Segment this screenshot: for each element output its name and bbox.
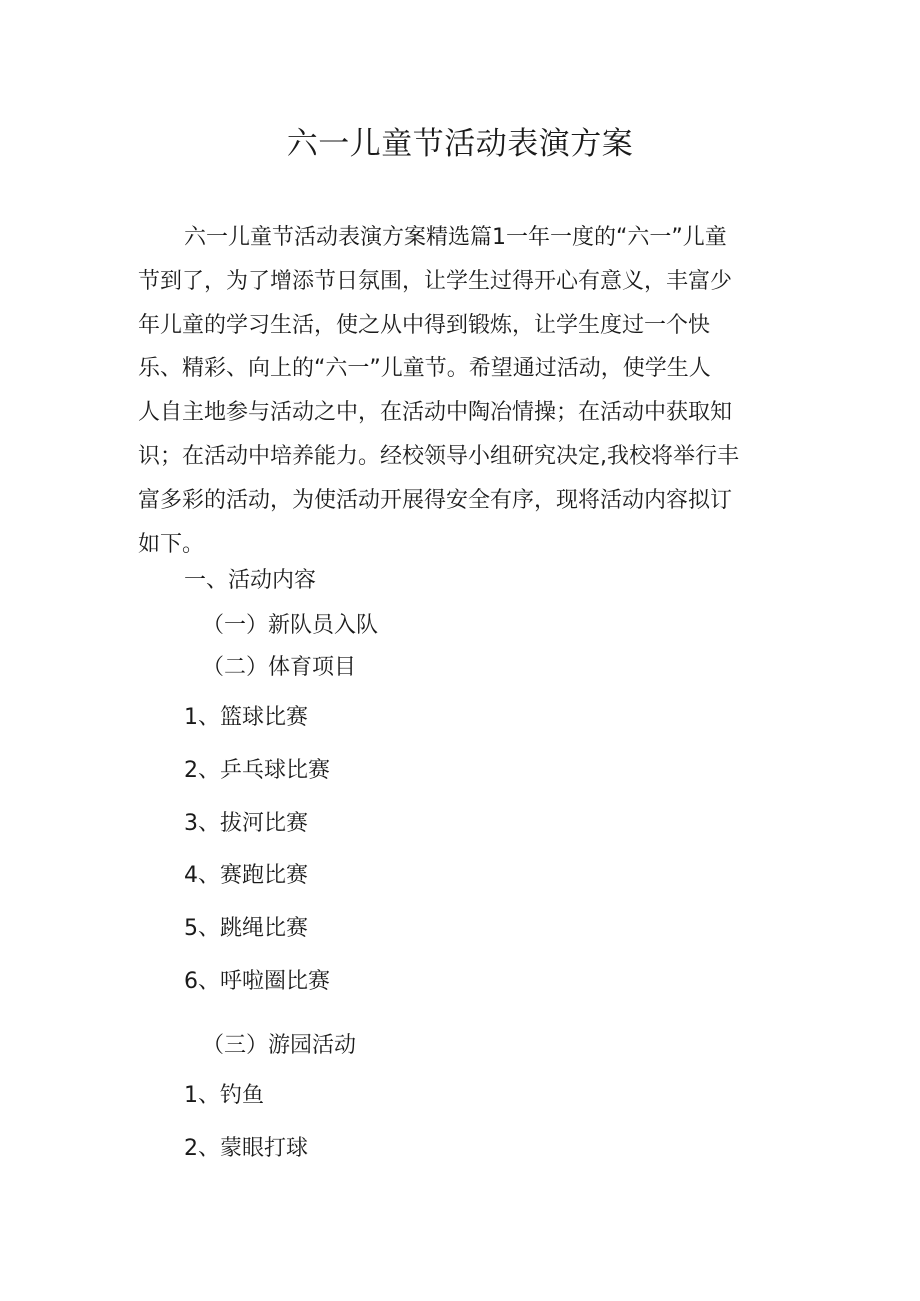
list-item-sport: 6、呼啦圈比赛 [184,969,330,994]
list-item-sport: 3、拔河比赛 [184,811,308,836]
subsection-garden-games: （三）游园活动 [202,1033,357,1058]
list-item-sport: 1、篮球比赛 [184,705,308,730]
list-item-sport: 2、乒乓球比赛 [184,758,330,783]
paragraph-line: 识；在活动中培养能力。经校领导小组研究决定,我校将举行丰 [138,443,739,469]
list-item-sport: 5、跳绳比赛 [184,916,308,941]
paragraph-line: 人自主地参与活动之中，在活动中陶冶情操；在活动中获取知 [138,400,733,426]
paragraph-line: 年儿童的学习生活，使之从中得到锻炼，让学生度过一个快 [138,312,711,338]
paragraph-line: 如下。 [138,531,205,557]
paragraph-line: 乐、精彩、向上的“六一”儿童节。希望通过活动，使学生人 [138,356,711,382]
paragraph-line: 节到了，为了增添节日氛围，让学生过得开心有意义，丰富少 [138,268,733,294]
subsection-sports: （二）体育项目 [202,655,357,680]
paragraph-line: 六一儿童节活动表演方案精选篇1一年一度的“六一”儿童 [184,225,727,250]
list-item-game: 2、蒙眼打球 [184,1136,308,1161]
list-item-sport: 4、赛跑比赛 [184,863,308,888]
intro-paragraph [138,216,783,566]
subsection-new-members: （一）新队员入队 [202,613,379,638]
document-title: 六一儿童节活动表演方案 [286,126,634,162]
paragraph-line: 富多彩的活动，为使活动开展得安全有序，现将活动内容拟订 [138,487,733,513]
list-item-game: 1、钓鱼 [184,1083,264,1108]
section-heading-activities: 一、活动内容 [184,568,317,593]
